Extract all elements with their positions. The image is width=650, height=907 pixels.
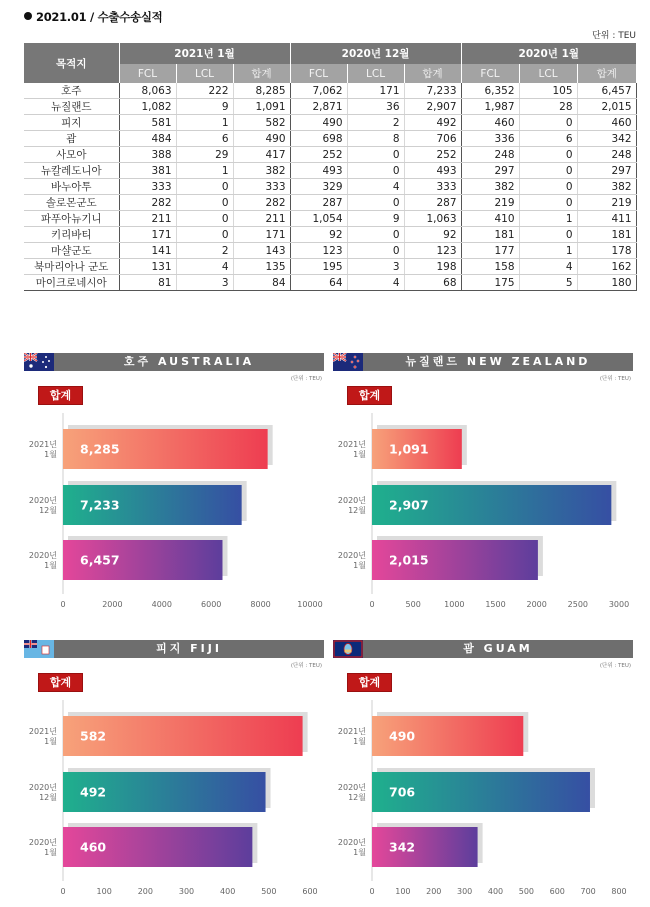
value-cell: 382 [577,179,636,195]
page-title: 2021.01 / 수출수송실적 [24,9,162,25]
value-cell: 7,233 [404,83,461,99]
x-tick-label: 400 [220,887,236,896]
value-cell: 178 [577,243,636,259]
value-cell: 287 [290,195,347,211]
column-header: FCL [461,64,519,83]
value-cell: 105 [519,83,577,99]
unit-label: 단위 : TEU [592,31,636,41]
value-cell: 28 [519,99,577,115]
value-cell: 382 [461,179,519,195]
guam-chart [333,640,633,902]
bar-value-label: 706 [389,784,416,800]
bar-value-label: 7,233 [80,497,120,513]
table-row [24,243,636,259]
value-cell: 252 [290,147,347,163]
value-cell: 490 [233,131,290,147]
bar-value-label: 2,015 [389,552,429,568]
value-cell: 582 [233,115,290,131]
value-cell: 6 [519,131,577,147]
bar-value-label: 342 [389,839,416,855]
value-cell: 282 [233,195,290,211]
value-cell: 329 [290,179,347,195]
value-cell: 388 [119,147,176,163]
x-tick-label: 500 [518,887,535,896]
x-tick-label: 8000 [250,600,271,609]
chart-unit: (단위 : TEU) [599,376,631,382]
value-cell: 1 [176,163,233,179]
column-header: 합계 [233,64,290,83]
category-label: 1월 [44,737,57,746]
value-cell: 2 [176,243,233,259]
column-header: LCL [176,64,233,83]
value-cell: 6,352 [461,83,519,99]
destination-cell: 북마리아나 군도 [24,259,119,275]
value-cell: 4 [347,179,404,195]
category-label: 2020년 [28,838,57,847]
value-cell: 123 [404,243,461,259]
x-tick-label: 0 [60,600,66,609]
column-header: 합계 [404,64,461,83]
category-label: 1월 [44,848,57,857]
x-tick-label: 2000 [102,600,123,609]
bar-chart [24,640,324,902]
destination-cell: 사모아 [24,147,119,163]
value-cell: 4 [176,259,233,275]
x-tick-label: 1500 [485,600,506,609]
category-label: 1월 [44,561,57,570]
value-cell: 1,091 [233,99,290,115]
destination-cell: 마이크로네시아 [24,275,119,291]
value-cell: 0 [176,211,233,227]
value-cell: 36 [347,99,404,115]
value-cell: 131 [119,259,176,275]
category-label: 2021년 [28,727,57,736]
australia-chart [24,353,324,615]
x-tick-label: 100 [395,887,411,896]
value-cell: 0 [519,115,577,131]
table-row [24,179,636,195]
column-header: LCL [519,64,577,83]
value-cell: 8 [347,131,404,147]
destination-header: 목적지 [24,43,119,83]
value-cell: 382 [233,163,290,179]
category-label: 2020년 [337,496,366,505]
value-cell: 248 [577,147,636,163]
category-label: 12월 [348,506,366,515]
value-cell: 92 [404,227,461,243]
bar-value-label: 490 [389,728,416,744]
value-cell: 581 [119,115,176,131]
category-label: 2020년 [337,551,366,560]
chart-unit: (단위 : TEU) [290,376,322,382]
bar-value-label: 460 [80,839,107,855]
value-cell: 84 [233,275,290,291]
value-cell: 3 [347,259,404,275]
value-cell: 195 [290,259,347,275]
value-cell: 2,907 [404,99,461,115]
category-label: 2020년 [28,783,57,792]
value-cell: 9 [347,211,404,227]
table-row [24,227,636,243]
value-cell: 1,987 [461,99,519,115]
bar-value-label: 1,091 [389,441,429,457]
value-cell: 0 [519,179,577,195]
total-tag-label: 합계 [358,389,381,402]
value-cell: 81 [119,275,176,291]
x-tick-label: 0 [369,887,375,896]
bar [372,827,478,867]
value-cell: 0 [519,163,577,179]
category-label: 1월 [353,561,366,570]
value-cell: 8,285 [233,83,290,99]
value-cell: 181 [461,227,519,243]
value-cell: 92 [290,227,347,243]
bar-value-label: 582 [80,728,107,744]
value-cell: 0 [176,179,233,195]
category-label: 2020년 [28,551,57,560]
destination-cell: 솔로몬군도 [24,195,119,211]
value-cell: 4 [347,275,404,291]
category-label: 2020년 [337,838,366,847]
value-cell: 333 [404,179,461,195]
value-cell: 135 [233,259,290,275]
value-cell: 5 [519,275,577,291]
value-cell: 7,062 [290,83,347,99]
value-cell: 158 [461,259,519,275]
value-cell: 2,015 [577,99,636,115]
category-label: 2020년 [337,783,366,792]
column-header: FCL [119,64,176,83]
value-cell: 287 [404,195,461,211]
category-label: 12월 [39,793,57,802]
bar-chart [24,353,324,615]
value-cell: 171 [347,83,404,99]
category-label: 1월 [44,450,57,459]
bar-value-label: 2,907 [389,497,429,513]
value-cell: 282 [119,195,176,211]
table-row [24,259,636,275]
value-cell: 162 [577,259,636,275]
category-label: 12월 [39,506,57,515]
value-cell: 0 [347,243,404,259]
total-tag-label: 합계 [358,676,381,689]
value-cell: 493 [404,163,461,179]
x-tick-label: 200 [137,887,153,896]
value-cell: 297 [577,163,636,179]
destination-cell: 키리바티 [24,227,119,243]
value-cell: 1,082 [119,99,176,115]
column-header: LCL [347,64,404,83]
value-cell: 219 [577,195,636,211]
x-tick-label: 100 [96,887,112,896]
x-tick-label: 500 [405,600,421,609]
value-cell: 484 [119,131,176,147]
value-cell: 410 [461,211,519,227]
value-cell: 342 [577,131,636,147]
category-label: 1월 [353,737,366,746]
destination-cell: 바누아투 [24,179,119,195]
category-label: 2021년 [28,440,57,449]
x-tick-label: 2000 [526,600,547,609]
value-cell: 222 [176,83,233,99]
value-cell: 181 [577,227,636,243]
value-cell: 1 [176,115,233,131]
chart-title: 뉴질랜드 NEW ZEALAND [405,355,591,368]
x-tick-label: 300 [178,887,195,896]
value-cell: 6,457 [577,83,636,99]
column-header: FCL [290,64,347,83]
bar-chart [333,640,633,902]
x-tick-label: 700 [580,887,596,896]
value-cell: 490 [290,115,347,131]
value-cell: 381 [119,163,176,179]
table-row [24,163,636,179]
value-cell: 2,871 [290,99,347,115]
destination-cell: 괌 [24,131,119,147]
category-label: 1월 [353,450,366,459]
value-cell: 248 [461,147,519,163]
x-tick-label: 10000 [297,600,323,609]
column-header: 합계 [577,64,636,83]
total-tag-label: 합계 [49,676,72,689]
destination-cell: 뉴칼레도니아 [24,163,119,179]
value-cell: 0 [347,227,404,243]
value-cell: 143 [233,243,290,259]
value-cell: 219 [461,195,519,211]
table-row [24,99,636,115]
chart-unit: (단위 : TEU) [599,663,631,669]
group-header: 2021년 1월 [119,43,290,64]
value-cell: 180 [577,275,636,291]
value-cell: 3 [176,275,233,291]
bar-value-label: 492 [80,784,107,800]
value-cell: 171 [233,227,290,243]
bar-value-label: 6,457 [80,552,120,568]
table-row [24,211,636,227]
value-cell: 333 [119,179,176,195]
value-cell: 123 [290,243,347,259]
x-tick-label: 300 [456,887,473,896]
group-header: 2020년 12월 [290,43,461,64]
value-cell: 0 [176,195,233,211]
value-cell: 252 [404,147,461,163]
table-row [24,147,636,163]
value-cell: 706 [404,131,461,147]
category-label: 12월 [348,793,366,802]
x-tick-label: 600 [302,887,318,896]
value-cell: 198 [404,259,461,275]
value-cell: 460 [577,115,636,131]
x-tick-label: 4000 [151,600,172,609]
value-cell: 211 [233,211,290,227]
x-tick-label: 800 [611,887,627,896]
destination-cell: 뉴질랜드 [24,99,119,115]
value-cell: 141 [119,243,176,259]
group-header: 2020년 1월 [461,43,636,64]
x-tick-label: 0 [369,600,375,609]
value-cell: 0 [347,195,404,211]
x-tick-label: 500 [261,887,277,896]
x-tick-label: 600 [549,887,565,896]
chart-unit: (단위 : TEU) [290,663,322,669]
value-cell: 333 [233,179,290,195]
category-label: 2021년 [337,440,366,449]
x-tick-label: 3000 [608,600,630,609]
new-zealand-chart [333,353,633,615]
category-label: 2020년 [28,496,57,505]
value-cell: 177 [461,243,519,259]
destination-cell: 마샬군도 [24,243,119,259]
bar-chart [333,353,633,615]
value-cell: 2 [347,115,404,131]
fiji-chart [24,640,324,902]
table-row [24,115,636,131]
destination-cell: 파푸아뉴기니 [24,211,119,227]
value-cell: 0 [347,147,404,163]
category-label: 1월 [353,848,366,857]
value-cell: 460 [461,115,519,131]
shipment-table [24,43,637,291]
value-cell: 0 [347,163,404,179]
category-label: 2021년 [337,727,366,736]
destination-cell: 피지 [24,115,119,131]
value-cell: 29 [176,147,233,163]
value-cell: 0 [519,147,577,163]
value-cell: 9 [176,99,233,115]
value-cell: 8,063 [119,83,176,99]
value-cell: 4 [519,259,577,275]
value-cell: 417 [233,147,290,163]
x-tick-label: 2500 [567,600,589,609]
table-row [24,83,636,99]
total-tag-label: 합계 [49,389,72,402]
x-tick-label: 0 [60,887,66,896]
x-tick-label: 400 [487,887,504,896]
value-cell: 171 [119,227,176,243]
value-cell: 492 [404,115,461,131]
destination-cell: 호주 [24,83,119,99]
value-cell: 64 [290,275,347,291]
value-cell: 297 [461,163,519,179]
value-cell: 211 [119,211,176,227]
value-cell: 6 [176,131,233,147]
table-row [24,195,636,211]
chart-title: 피지 FIJI [156,642,222,655]
bullet-icon [24,12,32,20]
value-cell: 1,054 [290,211,347,227]
table-row [24,131,636,147]
value-cell: 411 [577,211,636,227]
value-cell: 1 [519,211,577,227]
chart-title: 호주 AUSTRALIA [123,355,255,368]
table-row [24,275,636,291]
value-cell: 68 [404,275,461,291]
x-tick-label: 6000 [201,600,222,609]
value-cell: 336 [461,131,519,147]
value-cell: 0 [176,227,233,243]
value-cell: 493 [290,163,347,179]
x-tick-label: 200 [426,887,442,896]
value-cell: 175 [461,275,519,291]
bar-value-label: 8,285 [80,441,120,457]
x-tick-label: 1000 [444,600,465,609]
value-cell: 1,063 [404,211,461,227]
value-cell: 0 [519,195,577,211]
value-cell: 0 [519,227,577,243]
value-cell: 698 [290,131,347,147]
value-cell: 1 [519,243,577,259]
chart-title: 괌 GUAM [463,642,533,655]
